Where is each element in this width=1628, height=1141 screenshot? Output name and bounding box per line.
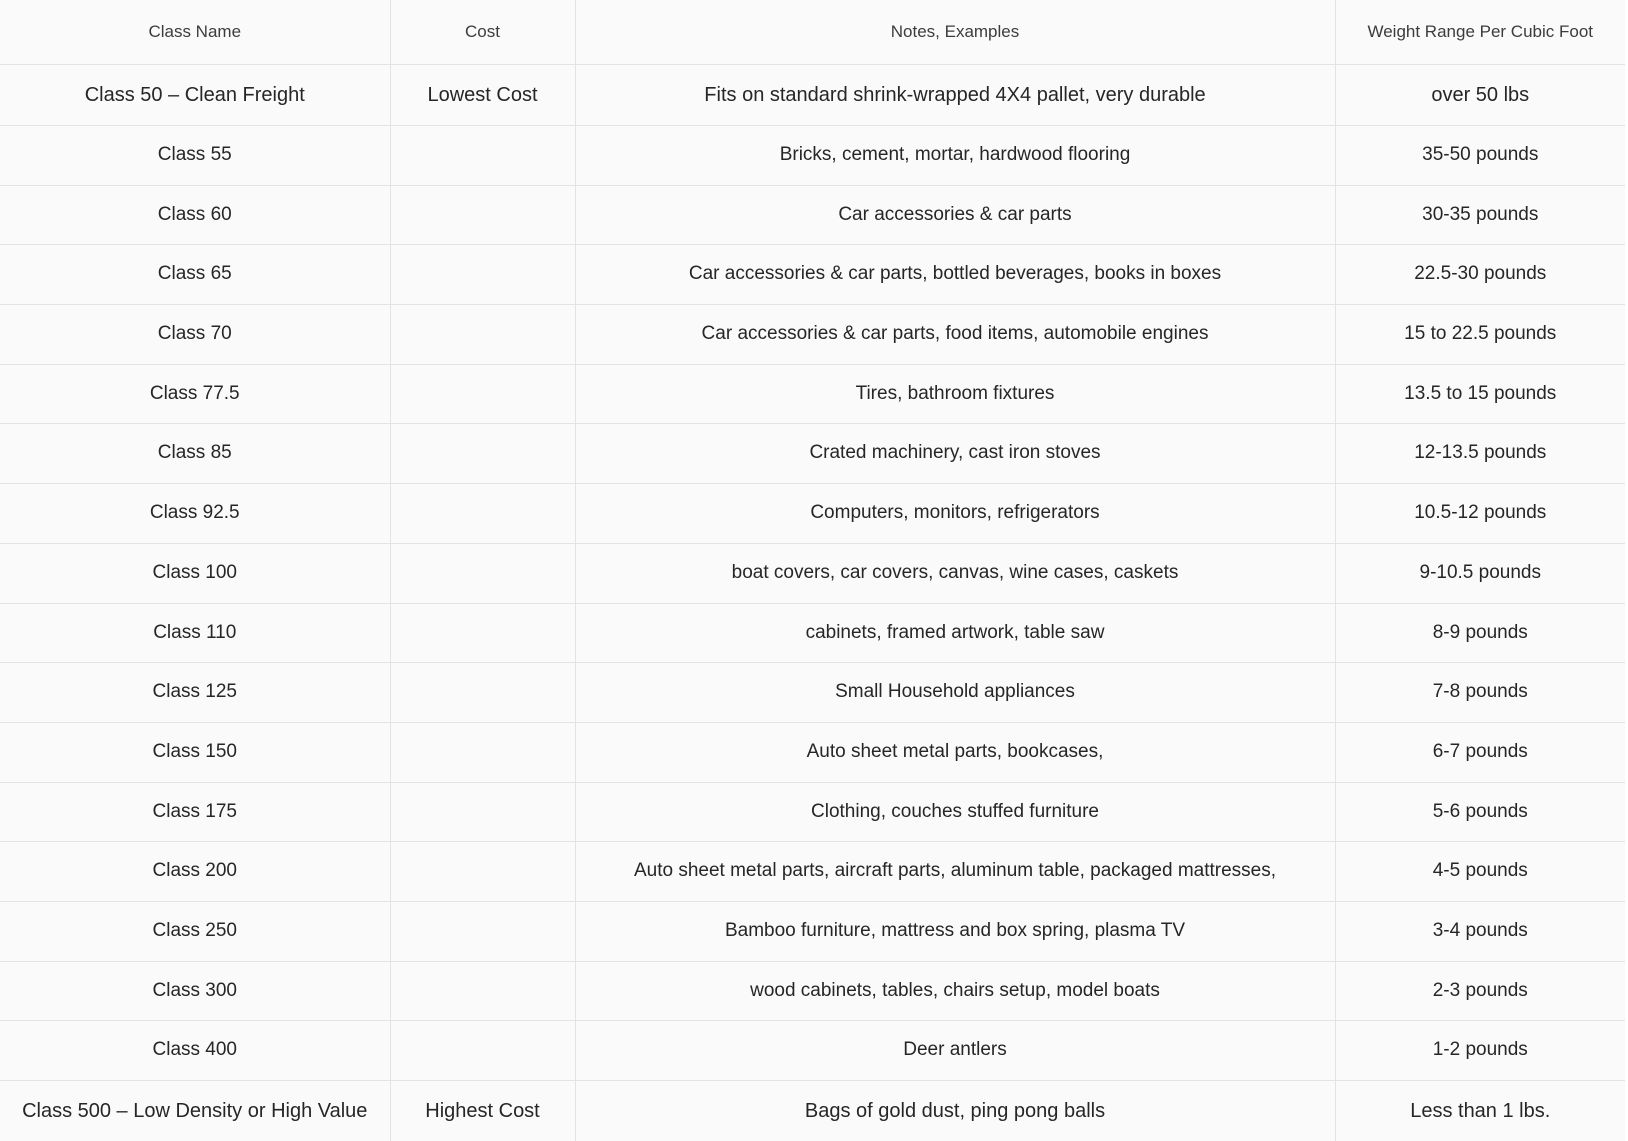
cell-notes: Tires, bathroom fixtures [575,364,1335,424]
table-row [0,126,1625,186]
cell-class-name: Class 60 [0,185,390,245]
cell-weight-range: 15 to 22.5 pounds [1335,305,1625,365]
cell-weight-range: 5-6 pounds [1335,782,1625,842]
cell-weight-range: 8-9 pounds [1335,603,1625,663]
cell-class-name: Class 100 [0,543,390,603]
table-row [0,603,1625,663]
cell-notes: Auto sheet metal parts, aircraft parts, aluminum table, packaged mattresses, [575,842,1335,902]
cell-weight-range: 2-3 pounds [1335,961,1625,1021]
cell-notes: Bricks, cement, mortar, hardwood flooring [575,126,1335,186]
cell-class-name: Class 250 [0,901,390,961]
cell-weight-range: 22.5-30 pounds [1335,245,1625,305]
table-row [0,961,1625,1021]
table-row [0,484,1625,544]
cell-class-name: Class 500 – Low Density or High Value [0,1081,390,1141]
cell-notes: Small Household appliances [575,663,1335,723]
cell-weight-range: 12-13.5 pounds [1335,424,1625,484]
cell-cost: Highest Cost [390,1081,575,1141]
cell-cost [390,245,575,305]
cell-weight-range: 4-5 pounds [1335,842,1625,902]
cell-cost [390,543,575,603]
cell-notes: Bags of gold dust, ping pong balls [575,1081,1335,1141]
cell-notes: Auto sheet metal parts, bookcases, [575,722,1335,782]
table-row [0,1021,1625,1081]
cell-weight-range: 3-4 pounds [1335,901,1625,961]
cell-cost [390,782,575,842]
cell-cost [390,842,575,902]
table-row [0,663,1625,723]
cell-notes: Car accessories & car parts, bottled beverages, books in boxes [575,245,1335,305]
cell-weight-range: 1-2 pounds [1335,1021,1625,1081]
cell-notes: Bamboo furniture, mattress and box spring, plasma TV [575,901,1335,961]
cell-notes: Crated machinery, cast iron stoves [575,424,1335,484]
cell-weight-range: 30-35 pounds [1335,185,1625,245]
cell-notes: cabinets, framed artwork, table saw [575,603,1335,663]
cell-class-name: Class 300 [0,961,390,1021]
cell-weight-range: 35-50 pounds [1335,126,1625,186]
cell-weight-range: 10.5-12 pounds [1335,484,1625,544]
column-header-weight-range: Weight Range Per Cubic Foot [1335,0,1625,65]
cell-class-name: Class 150 [0,722,390,782]
cell-notes: boat covers, car covers, canvas, wine cases, caskets [575,543,1335,603]
cell-class-name: Class 65 [0,245,390,305]
cell-notes: Deer antlers [575,1021,1335,1081]
cell-class-name: Class 125 [0,663,390,723]
cell-cost [390,961,575,1021]
cell-weight-range: Less than 1 lbs. [1335,1081,1625,1141]
cell-class-name: Class 200 [0,842,390,902]
cell-class-name: Class 92.5 [0,484,390,544]
column-header-cost: Cost [390,0,575,65]
cell-cost [390,126,575,186]
cell-notes: Car accessories & car parts [575,185,1335,245]
cell-notes: Car accessories & car parts, food items, automobile engines [575,305,1335,365]
cell-weight-range: 9-10.5 pounds [1335,543,1625,603]
cell-weight-range: 6-7 pounds [1335,722,1625,782]
table-row [0,65,1625,126]
cell-notes: wood cabinets, tables, chairs setup, model boats [575,961,1335,1021]
cell-notes: Clothing, couches stuffed furniture [575,782,1335,842]
cell-cost: Lowest Cost [390,65,575,126]
column-header-class-name: Class Name [0,0,390,65]
cell-cost [390,722,575,782]
cell-cost [390,1021,575,1081]
cell-notes: Computers, monitors, refrigerators [575,484,1335,544]
cell-cost [390,901,575,961]
cell-class-name: Class 175 [0,782,390,842]
cell-class-name: Class 70 [0,305,390,365]
table-row [0,364,1625,424]
cell-class-name: Class 110 [0,603,390,663]
table-row [0,842,1625,902]
table-row [0,185,1625,245]
cell-class-name: Class 55 [0,126,390,186]
table-row [0,305,1625,365]
table-header-row [0,0,1625,65]
table-row [0,543,1625,603]
table-row [0,782,1625,842]
cell-weight-range: 13.5 to 15 pounds [1335,364,1625,424]
cell-weight-range: over 50 lbs [1335,65,1625,126]
table-row [0,1081,1625,1141]
cell-class-name: Class 50 – Clean Freight [0,65,390,126]
cell-cost [390,364,575,424]
cell-class-name: Class 400 [0,1021,390,1081]
cell-cost [390,603,575,663]
cell-class-name: Class 85 [0,424,390,484]
table-row [0,901,1625,961]
table-body [0,65,1625,1141]
cell-class-name: Class 77.5 [0,364,390,424]
cell-cost [390,484,575,544]
table-row [0,245,1625,305]
table-row [0,722,1625,782]
table-row [0,424,1625,484]
column-header-notes: Notes, Examples [575,0,1335,65]
cell-cost [390,424,575,484]
cell-cost [390,185,575,245]
cell-weight-range: 7-8 pounds [1335,663,1625,723]
table-header [0,0,1625,65]
cell-notes: Fits on standard shrink-wrapped 4X4 pallet, very durable [575,65,1335,126]
cell-cost [390,305,575,365]
cell-cost [390,663,575,723]
